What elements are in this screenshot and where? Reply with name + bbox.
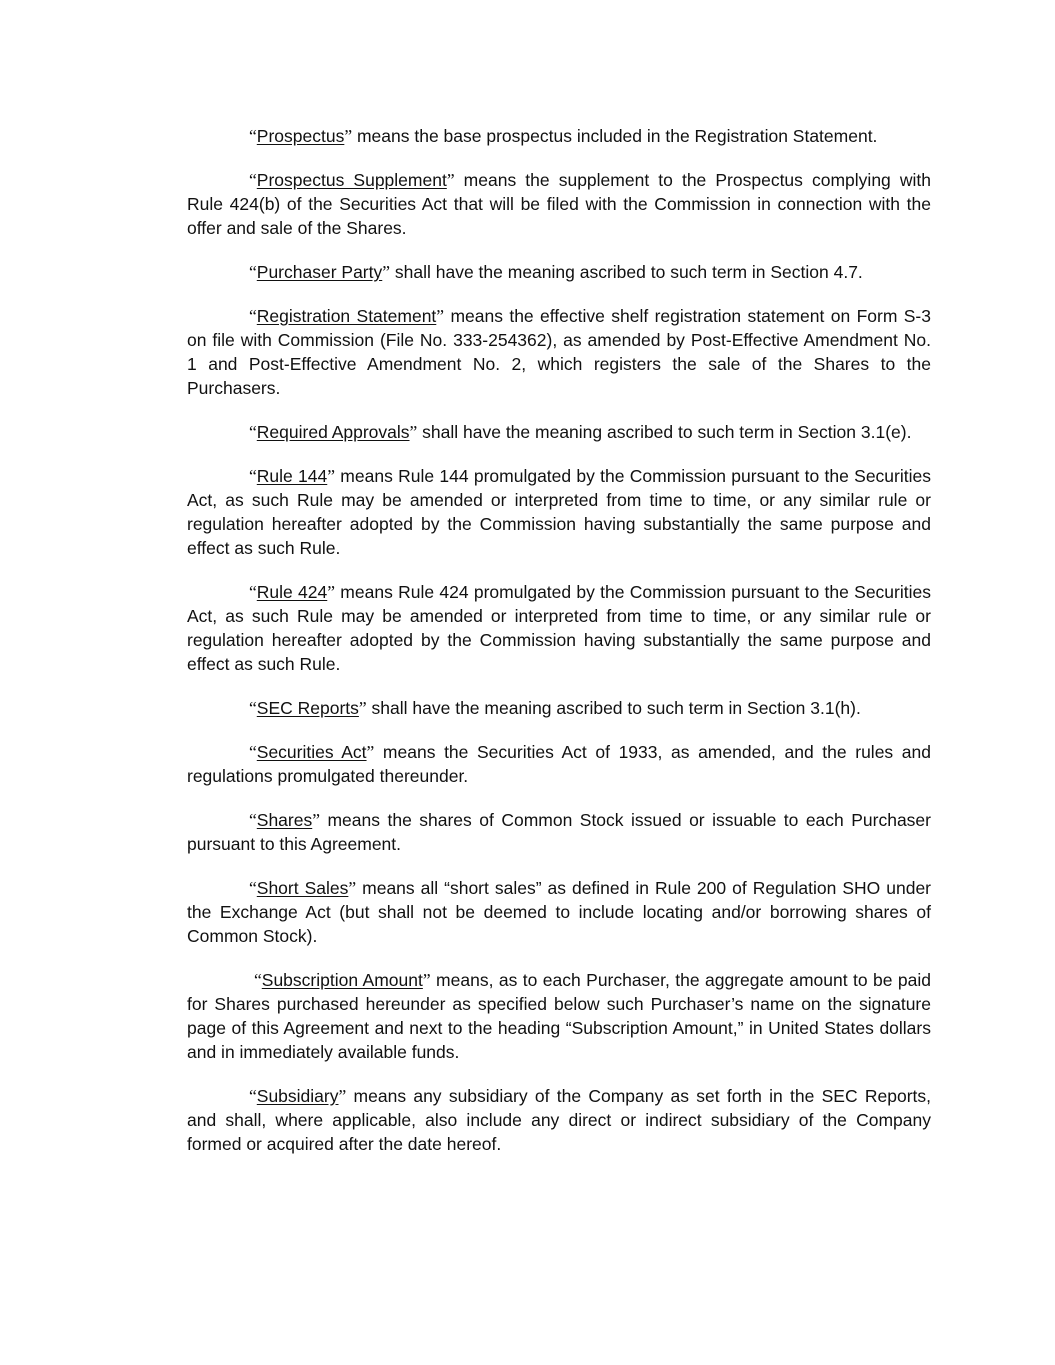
definition-paragraph: “Rule 144” means Rule 144 promulgated by the Commission pursuant to the Securities Act, as such Rule may be amended or interpreted from time to time, or any similar rule or regulation hereafter adopted by the Commission having substantially the same purpose and effect as such Rule.	[187, 466, 931, 558]
defined-term: Prospectus	[256, 126, 345, 146]
defined-term: Subscription Amount	[261, 970, 423, 990]
definition-text: means all “short sales” as defined in Rule 200 of Regulation SHO under the Exchange Act (but shall not be deemed to include locating and/or borrowing shares of Common Stock).	[187, 878, 932, 946]
definition-text: means Rule 144 promulgated by the Commission pursuant to the Securities Act, as such Rule may be amended or interpreted from time to time, or any similar rule or regulation hereafter adopted by the Commission having substantially the same purpose and effect as such Rule.	[187, 466, 931, 558]
definition-text: shall have the meaning ascribed to such term in Section 4.7.	[390, 262, 863, 282]
definition-text: shall have the meaning ascribed to such term in Section 3.1(e).	[417, 422, 912, 442]
definition-paragraph: “Prospectus Supplement” means the supplement to the Prospectus complying with Rule 424(b) of the Securities Act that will be filed with the Commission in connection with the offer and sale of the Shares.	[187, 170, 931, 238]
definitions-list	[187, 124, 931, 1176]
defined-term: Required Approvals	[256, 422, 410, 442]
defined-term: SEC Reports	[256, 698, 359, 718]
defined-term: Securities Act	[256, 742, 367, 762]
defined-term: Rule 424	[256, 582, 328, 602]
definition-text: means, as to each Purchaser, the aggregate amount to be paid for Shares purchased hereunder as specified below such Purchaser’s name on the signature page of this Agreement and next to the heading “Subscription Amount,” in United States dollars and in immediately available funds.	[187, 970, 931, 1062]
defined-term: Purchaser Party	[256, 262, 383, 282]
defined-term: Short Sales	[256, 878, 349, 898]
definition-text: means the effective shelf registration statement on Form S-3 on file with Commission (File No. 333-254362), as amended by Post-Effective Amendment No. 1 and Post-Effective Amendment No. 2, which registers the sale of the Shares to the Purchasers.	[187, 306, 931, 398]
definition-paragraph: “Registration Statement” means the effective shelf registration statement on Form S-3 on file with Commission (File No. 333-254362), as amended by Post-Effective Amendment No. 1 and Post-Effective Amendment No. 2, which registers the sale of the Shares to the Purchasers.	[187, 306, 931, 398]
definition-text: means Rule 424 promulgated by the Commission pursuant to the Securities Act, as such Rule may be amended or interpreted from time to time, or any similar rule or regulation hereafter adopted by the Commission having substantially the same purpose and effect as such Rule.	[187, 582, 931, 674]
definition-paragraph: “SEC Reports” shall have the meaning ascribed to such term in Section 3.1(h).	[249, 698, 861, 718]
definition-text: means any subsidiary of the Company as set forth in the SEC Reports, and shall, where applicable, also include any direct or indirect subsidiary of the Company formed or acquired after the date hereof.	[187, 1086, 931, 1154]
definition-paragraph: “Shares” means the shares of Common Stock issued or issuable to each Purchaser pursuant to this Agreement.	[187, 810, 931, 854]
definition-paragraph: “Required Approvals” shall have the meaning ascribed to such term in Section 3.1(e).	[249, 422, 912, 442]
definition-paragraph: “Prospectus” means the base prospectus included in the Registration Statement.	[249, 126, 878, 146]
definition-paragraph: “Subscription Amount” means, as to each Purchaser, the aggregate amount to be paid for Shares purchased hereunder as specified below such Purchaser’s name on the signature page of this Agreement and next to the heading “Subscription Amount,” in United States dollars and in immediately available funds.	[187, 970, 931, 1062]
defined-term: Registration Statement	[256, 306, 437, 326]
definition-paragraph: “Purchaser Party” shall have the meaning ascribed to such term in Section 4.7.	[249, 262, 863, 282]
definition-paragraph: “Rule 424” means Rule 424 promulgated by the Commission pursuant to the Securities Act, as such Rule may be amended or interpreted from time to time, or any similar rule or regulation hereafter adopted by the Commission having substantially the same purpose and effect as such Rule.	[187, 582, 931, 674]
definition-text: means the Securities Act of 1933, as amended, and the rules and regulations promulgated thereunder.	[187, 742, 931, 786]
definition-text: means the supplement to the Prospectus complying with Rule 424(b) of the Securities Act that will be filed with the Commission in connection with the offer and sale of the Shares.	[187, 170, 931, 238]
definition-text: shall have the meaning ascribed to such term in Section 3.1(h).	[366, 698, 861, 718]
definition-paragraph: “Subsidiary” means any subsidiary of the Company as set forth in the SEC Reports, and shall, where applicable, also include any direct or indirect subsidiary of the Company formed or acquired after the date hereof.	[187, 1086, 931, 1154]
defined-term: Prospectus Supplement	[256, 170, 447, 190]
definition-text: means the shares of Common Stock issued or issuable to each Purchaser pursuant to this Agreement.	[187, 810, 931, 854]
definition-paragraph: “Securities Act” means the Securities Act of 1933, as amended, and the rules and regulations promulgated thereunder.	[187, 742, 931, 786]
defined-term: Rule 144	[256, 466, 328, 486]
defined-term: Subsidiary	[256, 1086, 339, 1106]
definition-paragraph: “Short Sales” means all “short sales” as defined in Rule 200 of Regulation SHO under the Exchange Act (but shall not be deemed to include locating and/or borrowing shares of Common Stock).	[187, 878, 932, 946]
defined-term: Shares	[256, 810, 313, 830]
definition-text: means the base prospectus included in the Registration Statement.	[352, 126, 878, 146]
